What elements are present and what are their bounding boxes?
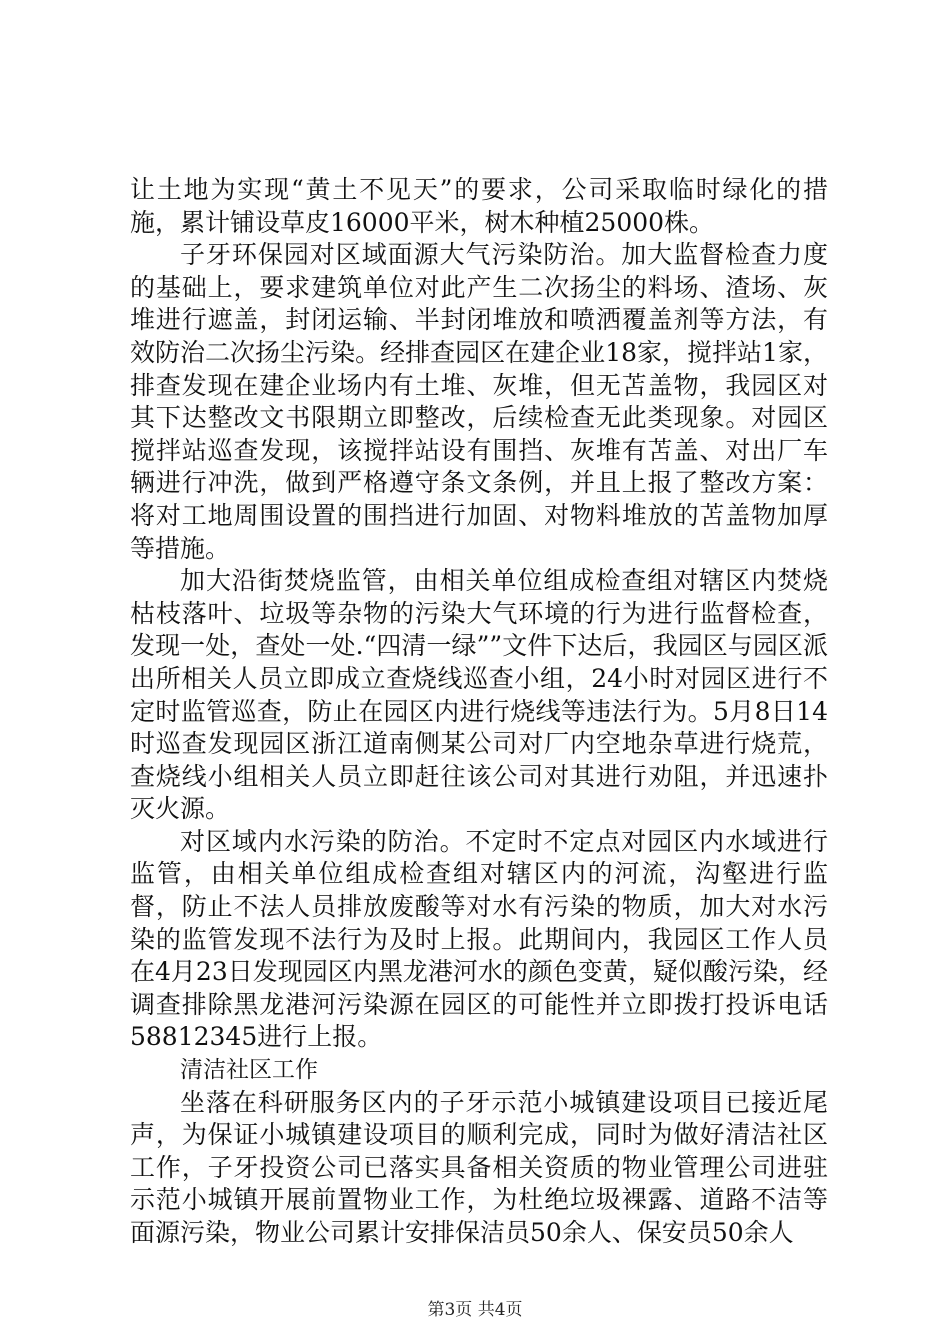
- paragraph-dust-control: 子牙环保园对区域面源大气污染防治。加大监督检查力度的基础上，要求建筑单位对此产生二次扬尘的料场、渣场、灰堆进行遮盖，封闭运输、半封闭堆放和喷洒覆盖剂等方法，有效防治二次扬尘污染。经排查园区在建企业18家，搅拌站1家，排查发现在建企业场内有土堆、灰堆，但无苫盖物，我园区对其下达整改文书限期立即整改，后续检查无此类现象。对园区搅拌站巡查发现，该搅拌站设有围挡、灰堆有苫盖、对出厂车辆进行冲洗，做到严格遵守条文条例，并且上报了整改方案：将对工地周围设置的围挡进行加固、对物料堆放的苫盖物加厚等措施。: [130, 240, 828, 563]
- paragraph-water-pollution: 对区域内水污染的防治。不定时不定点对园区内水域进行监管，由相关单位组成检查组对辖区内的河流，沟壑进行监督，防止不法人员排放废酸等对水有污染的物质，加大对水污染的监管发现不法行为及时上报。此期间内，我园区工作人员在4月23日发现园区内黑龙港河水的颜色变黄，疑似酸污染，经调查排除黑龙港河污染源在园区的可能性并立即拨打投诉电话58812345进行上报。: [130, 826, 828, 1052]
- document-body: [130, 174, 828, 1250]
- page-number-footer: 第3页 共4页: [427, 1300, 523, 1320]
- paragraph-greening: 让土地为实现“黄土不见天”的要求，公司采取临时绿化的措施，累计铺设草皮16000平米，树木种植25000株。: [130, 175, 828, 237]
- section-heading-clean-community: 清洁社区工作: [180, 1057, 318, 1084]
- paragraph-burning-supervision: 加大沿街焚烧监管，由相关单位组成检查组对辖区内焚烧枯枝落叶、垃圾等杂物的污染大气环境的行为进行监督检查，发现一处，查处一处.“四清一绿””文件下达后，我园区与园区派出所相关人员立即成立查烧线巡查小组，24小时对园区进行不定时监管巡查，防止在园区内进行烧线等违法行为。5月8日14时巡查发现园区浙江道南侧某公司对厂内空地杂草进行烧荒，查烧线小组相关人员立即赶往该公司对其进行劝阻，并迅速扑灭火源。: [130, 566, 828, 824]
- paragraph-clean-community: 坐落在科研服务区内的子牙示范小城镇建设项目已接近尾声，为保证小城镇建设项目的顺利完成，同时为做好清洁社区工作，子牙投资公司已落实具备相关资质的物业管理公司进驻示范小城镇开展前置物业工作，为杜绝垃圾裸露、道路不洁等面源污染，物业公司累计安排保洁员50余人、保安员50余人: [130, 1087, 828, 1247]
